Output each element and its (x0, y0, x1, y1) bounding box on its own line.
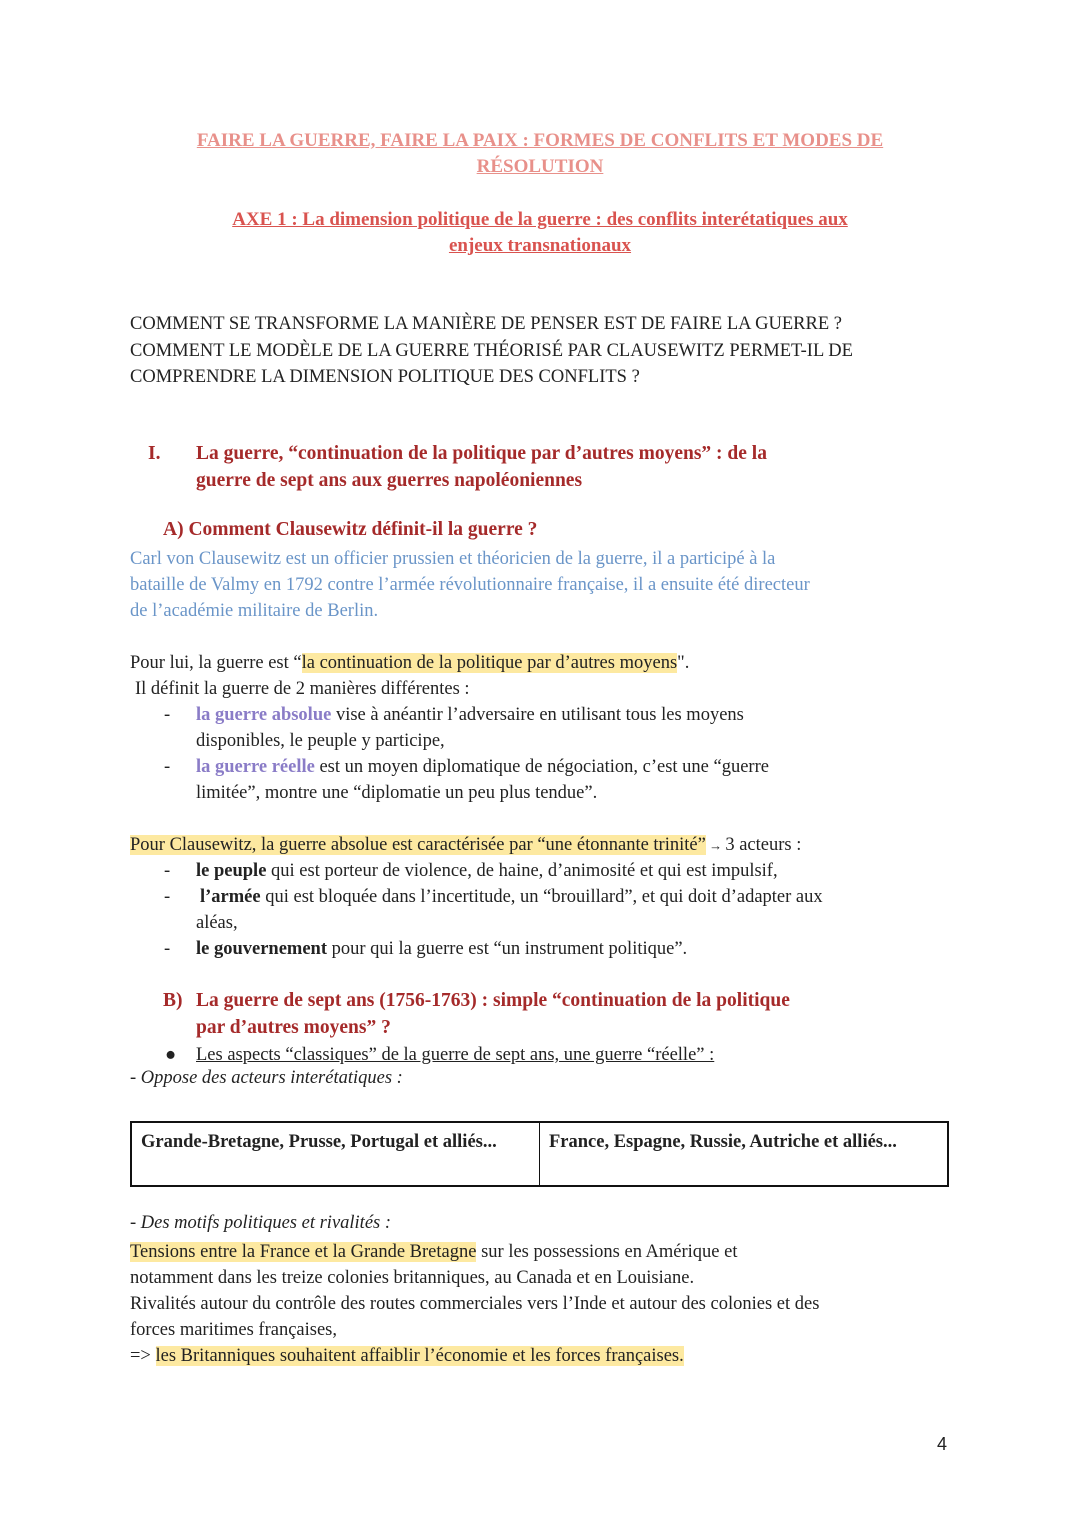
clausewitz-bio: Carl von Clausewitz est un officier prussien et théoricien de la guerre, il a participé à la bataille de Valmy en 1792 contre l’armée révolutionnaire française, il a ensuite été directeur de l’académie militaire de Berlin. (130, 549, 810, 621)
list-item: - la guerre absolue vise à anéantir l’adversaire en utilisant tous les moyens disponibles, le peuple y participe, (164, 705, 744, 751)
definition-highlight: la continuation de la politique par d’autres moyens (301, 653, 678, 673)
intro-questions: COMMENT SE TRANSFORME LA MANIÈRE DE PENSER EST DE FAIRE LA GUERRE ? COMMENT LE MODÈLE DE LA GUERRE THÉORISÉ PAR CLAUSEWITZ PERMET-IL DE COMPRENDRE LA DIMENSION POLITIQUE DES CONFLITS ? (130, 314, 853, 387)
term-peuple: le peuple (196, 861, 267, 881)
term-armee: l’armée (200, 887, 261, 907)
list-item: - l’armée qui est bloquée dans l’incertitude, un “brouillard”, et qui doit d’adapter aux aléas, (164, 887, 823, 933)
axe-title: AXE 1 : La dimension politique de la guerre : des conflits interétatiques aux enjeux transnationaux (232, 209, 848, 256)
motifs-line: - Des motifs politiques et rivalités : (130, 1213, 392, 1233)
term-guerre-absolue: la guerre absolue (196, 705, 332, 725)
alliances-table (130, 1121, 949, 1187)
main-title: FAIRE LA GUERRE, FAIRE LA PAIX : FORMES DE CONFLITS ET MODES DE RÉSOLUTION (196, 130, 884, 177)
tensions-highlight: Tensions entre la France et la Grande Bretagne (130, 1242, 477, 1262)
conclusion-highlight: les Britanniques souhaitent affaiblir l’économie et les forces françaises. (155, 1346, 684, 1366)
table-row (131, 1122, 948, 1186)
trinity-actors-list (130, 858, 960, 962)
term-gouvernement: le gouvernement (196, 939, 328, 959)
list-item: - le peuple qui est porteur de violence, de haine, d’animosité et qui est impulsif, (164, 861, 778, 881)
tensions-paragraph: Tensions entre la France et la Grande Bretagne sur les possessions en Amérique et notamment dans les treize colonies britanniques, au Canada et en Louisiane. Rivalités autour du contrôle des routes commerciales vers l’Inde et autour des colonies et des forces maritimes françaises, => les Britanniques souhaitent affaiblir l’économie et les forces françaises. (130, 1242, 820, 1366)
section-number: I. (148, 443, 161, 464)
list-item: - la guerre réelle est un moyen diplomatique de négociation, c’est une “guerre limitée”, montre une “diplomatie un peu plus tendue”. (164, 757, 769, 803)
table-cell-left: Grande-Bretagne, Prusse, Portugal et alliés... (131, 1122, 540, 1186)
two-ways-line: Il définit la guerre de 2 manières différentes : (135, 679, 470, 699)
trinity-paragraph: Pour Clausewitz, la guerre absolue est caractérisée par “une étonnante trinité” → 3 acteurs : (130, 835, 802, 855)
table-cell-right: France, Espagne, Russie, Autriche et alliés... (540, 1122, 949, 1186)
subsection-a-heading: A) Comment Clausewitz définit-il la guerre ? (163, 519, 538, 540)
bullet-icon: ● (165, 1045, 177, 1065)
document-page: FAIRE LA GUERRE, FAIRE LA PAIX : FORMES DE CONFLITS ET MODES DE RÉSOLUTION AXE 1 : La dimension politique de la guerre : des conflits interétatiques aux enjeux transnationaux COMMENT SE TRANSFORME LA MANIÈRE DE PENSER EST DE FAIRE LA GUERRE ? COMMENT LE MODÈLE DE LA GUERRE THÉORISÉ PAR CLAUSEWITZ PERMET-IL DE COMPRENDRE LA DIMENSION POLITIQUE DES CONFLITS ? I. La guerre, “continuation de la politique par d’autres moyens” : de la guerre de sept ans aux guerres napoléoniennes A) Comment Clausewitz définit-il la guerre ? Carl von Clausewitz est un officier prussien et théoricien de la guerre, il a participé à la bataille de Valmy en 1792 contre l’armée révolutionnaire française, il a ensuite été directeur de l’académie militaire de Berlin. Pour lui, la guerre est “la continuation de la politique par d’autres moyens". Il définit la guerre de 2 manières différentes : - la guerre absolue vise à anéantir l’adversaire en utilisant tous les moyens disponibles, le peuple y participe, - la guerre réelle est un moyen diplomatique de négociation, c’est une “guerre limitée”, montre une “diplomatie un peu plus tendue”. Pour Clausewitz, la guerre absolue est caractérisée par “une étonnante trinité” → 3 acteurs : - le peuple qui est porteur de violence, de haine, d’animosité et qui est impulsif, - l’armée qui est bloquée dans l’incertitude, un “brouillard”, et qui doit d’adapter aux aléas, - le gouvernement pour qui la guerre est “un instrument politique”. B) La guerre de sept ans (1756-1763) : simple “continuation de la politique par d’autres moyens” ? ● Les aspects “classiques” de la guerre de sept ans, une guerre “réelle” : - Oppose des acteurs interétatiques : Grande-Bretagne, Prusse, Portugal et alliés... France, Espagne, Russie, Autriche et alliés... - Des motifs politiques et rivalités : Tensions entre la France et la Grande Bretagne sur les possessions en Amérique et notamment dans les treize colonies britanniques, au Canada et en Louisiane. Rivalités autour du contrôle des routes commerciales vers l’Inde et autour des colonies et des forces maritimes françaises, => les Britanniques souhaitent affaiblir l’économie et les forces françaises. 4 (0, 0, 1080, 1528)
oppose-line: - Oppose des acteurs interétatiques : (130, 1068, 403, 1088)
war-types-list (130, 702, 960, 806)
trinity-highlight: Pour Clausewitz, la guerre absolue est caractérisée par “une étonnante trinité” (130, 835, 706, 855)
list-item: - le gouvernement pour qui la guerre est “un instrument politique”. (164, 939, 688, 959)
term-guerre-reelle: la guerre réelle (196, 757, 315, 777)
page-number: 4 (937, 1434, 948, 1454)
definition-paragraph: Pour lui, la guerre est “la continuation de la politique par d’autres moyens". (130, 653, 690, 673)
arrow-icon: → (705, 838, 726, 853)
